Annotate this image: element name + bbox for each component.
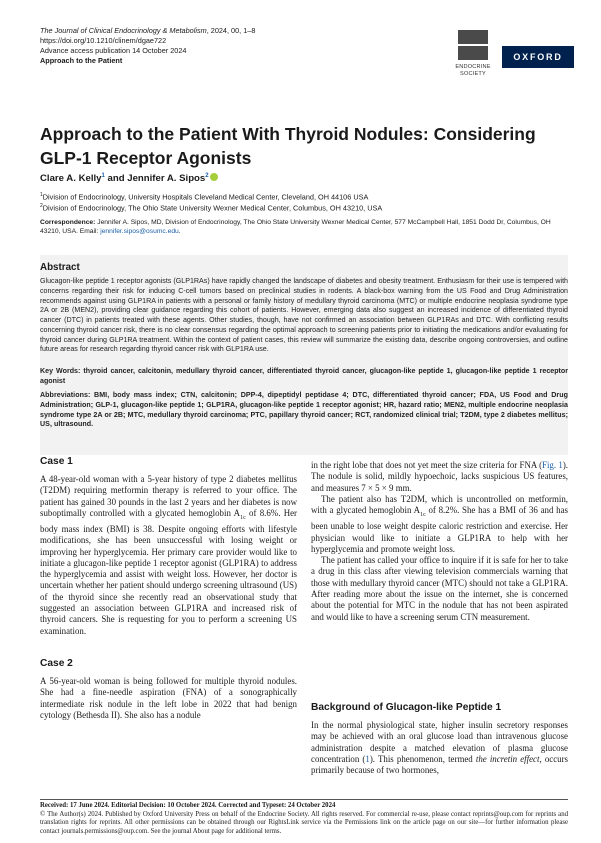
case2-body-right [311, 460, 568, 623]
section-label: Approach to the Patient [40, 56, 123, 65]
publisher-logos [452, 24, 572, 84]
paragraph: The patient also has T2DM, which is uncontrolled on metformin, with a glycated hemoglobin $A_{1c}$ of 8.2%. She has a BMI of 36 and has been unable to lose weight despite caloric restriction and exercise. Her physician would like to initiate a GLP1RA to help with her hyperglycemia and promote weight loss. [311, 493, 568, 554]
correspondence: Correspondence: Jennifer A. Sipos, MD, Division of Endocrinology, The Ohio State University Wexner Medical Center, 577 McCampbell Hall, 1851 Dodd Dr, Columbus, OH 43210, USA. Email: jennifer.sipos@osumc.edu. [40, 219, 551, 236]
case2-heading: Case 2 [40, 658, 73, 669]
paragraph: In the normal physiological state, higher insulin secretory responses may be achieved with an oral glucose load than intravenous glucose administration despite a matched elevation of plasma glucose concentration (1). This phenomenon, termed the incretin effect, occurs primarily because of two hormones, [311, 720, 568, 776]
case1-heading: Case 1 [40, 456, 73, 467]
abbreviations: Abbreviations: BMI, body mass index; CTN, calcitonin; DPP-4, dipeptidyl peptidase 4; DTC, differentiated thyroid cancer; FDA, US Food and Drug Administration; GLP-1, glucagon-like peptide 1; GLP1RA, glucagon-like peptide 1 receptor agonist; HR, hazard ratio; MEN2, multiple endocrine neoplasia syndrome type 2A or 2B; MTC, medullary thyroid carcinoma; PTC, papillary thyroid cancer; RCT, randomized clinical trial; T2DM, type 2 diabetes mellitus; US, ultrasound. [40, 391, 568, 429]
author-list: Clare A. Kelly$^1$ and Jennifer A. Sipos$^2$ [40, 173, 218, 184]
copyright-notice: © The Author(s) 2024. Published by Oxford University Press on behalf of the Endocrine Society. All rights reserved. For commercial re-use, please contact reprints@oup.com for reprints and translation rights for reprints. All other permissions can be obtained through our RightsLink service via the Permissions link on the article page on our site—for further information please contact journals.permissions@oup.com. See the journal About page for additional terms. [40, 810, 568, 836]
received-dates: Received: 17 June 2024. Editorial Decision: 10 October 2024. Corrected and Typeset: 24 October 2024 [40, 802, 336, 809]
background-body [311, 720, 568, 776]
paragraph: A 56-year-old woman is being followed for multiple thyroid nodules. She had a fine-needle aspiration (FNA) of a sonographically intermediate risk nodule in the left lobe in 2022 that had benign cytology (Bethesda II). She also has a nodule [40, 676, 297, 720]
access-date: Advance access publication 14 October 2024 [40, 46, 187, 55]
journal-citation: The Journal of Clinical Endocrinology & Metabolism, 2024, 00, 1–8 [40, 26, 256, 35]
journal-header [40, 26, 400, 66]
orcid-icon[interactable] [210, 173, 218, 181]
paragraph: in the right lobe that does not yet meet the size criteria for FNA (Fig. 1). The nodule is solid, mildly hypoechoic, lacks suspicious US features, and measures 7 × 5 × 9 mm. [311, 460, 568, 493]
abstract-text: Glucagon-like peptide 1 receptor agonists (GLP1RAs) have rapidly changed the landscape of diabetes and obesity treatment. Enthusiasm for their use is tempered with concerns regarding their risk for inducing C-cell tumors based on preclinical studies in rodents. A black-box warning from the US Food and Drug Administration recommends against using GLP1RA in patients with a personal or family history of medullary thyroid carcinoma (MTC) or multiple endocrine neoplasia syndrome type 2A or 2B (MEN2), providing clear guidance regarding this cohort of patients. However, emerging data also suggest an increased incidence of differentiated thyroid cancer (DTC) in patients treated with these agents. Other studies, though, have not confirmed an association between GLP1RAs and DTC. With conflicting results concerning thyroid cancer risk, there is no clear consensus regarding the optimal approach to screening patients prior to initiating the medications and/or evaluating for thyroid cancer during GLP1RA treatment. Within the context of patient cases, this review will summarize the existing data, describe ongoing controversies, and outline future areas for research regarding thyroid cancer risk with GLP1RA use. [40, 277, 568, 354]
case1-body [40, 474, 297, 637]
affiliations [40, 191, 580, 213]
reference-link[interactable]: 1 [365, 753, 370, 764]
case2-body-left [40, 676, 297, 721]
abstract-heading: Abstract [40, 262, 80, 273]
endocrine-society-name: ENDOCRINE SOCIETY [455, 64, 491, 77]
keywords: Key Words: thyroid cancer, calcitonin, medullary thyroid cancer, differentiated thyroid cancer, glucagon-like peptide 1, glucagon-like peptide 1 receptor agonist [40, 367, 568, 385]
article-title: Approach to the Patient With Thyroid Nodules: Considering GLP-1 Receptor Agonists [40, 124, 536, 168]
endocrine-society-logo-icon [458, 30, 488, 60]
author-name[interactable]: Jennifer A. Sipos [127, 173, 206, 185]
oxford-logo: OXFORD [502, 46, 574, 68]
background-heading: Background of Glucagon-like Peptide 1 [311, 702, 502, 713]
paragraph: The patient has called your office to inquire if it is safe for her to take a drug in this class after viewing television commercials warning that those with medullary thyroid cancer (MTC) should not take a GLP1RA. After reading more about the issue on the internet, she is concerned about the potential for MTC in the nodule that has not been aspirated and would like to have a screening serum CTN measurement. [311, 555, 569, 622]
author-name[interactable]: Clare A. Kelly [40, 173, 102, 185]
email-link[interactable]: jennifer.sipos@osumc.edu [100, 228, 179, 236]
doi-link[interactable]: https://doi.org/10.1210/clinem/dgae722 [40, 36, 167, 45]
article-footer [40, 802, 568, 837]
affiliation: $^1$Division of Endocrinology, University Hospitals Cleveland Medical Center, Cleveland, OH 44106 USA [40, 192, 369, 202]
figure-link[interactable]: Fig. 1 [542, 460, 563, 470]
affiliation: $^2$Division of Endocrinology, The Ohio State University Wexner Medical Center, Columbus, OH 43210, USA [40, 203, 383, 213]
paragraph: A 48-year-old woman with a 5-year history of type 2 diabetes mellitus (T2DM) requiring metformin therapy is referred to your office. The patient has gained 30 pounds in the last 2 years and her diabetes is now suboptimally controlled with a glycated hemoglobin $A_{1c}$ of 8.6%. Her body mass index (BMI) is 38. Despite ongoing efforts with lifestyle modifications, she has been unsuccessful with losing weight or improving her hyperglycemia. Her primary care provider would like to initiate a glucagon-like peptide 1 receptor agonist (GLP1RA) to address the hyperglycemia and assist with weight loss. However, her doctor is uncertain whether her patient should undergo screening ultrasound (US) of the thyroid since she recently read an observational study that suggested an association between GLP1RA and increased risk of thyroid cancers. She is requesting for you to perform a screening US examination. [40, 474, 297, 636]
footer-divider [40, 799, 568, 800]
